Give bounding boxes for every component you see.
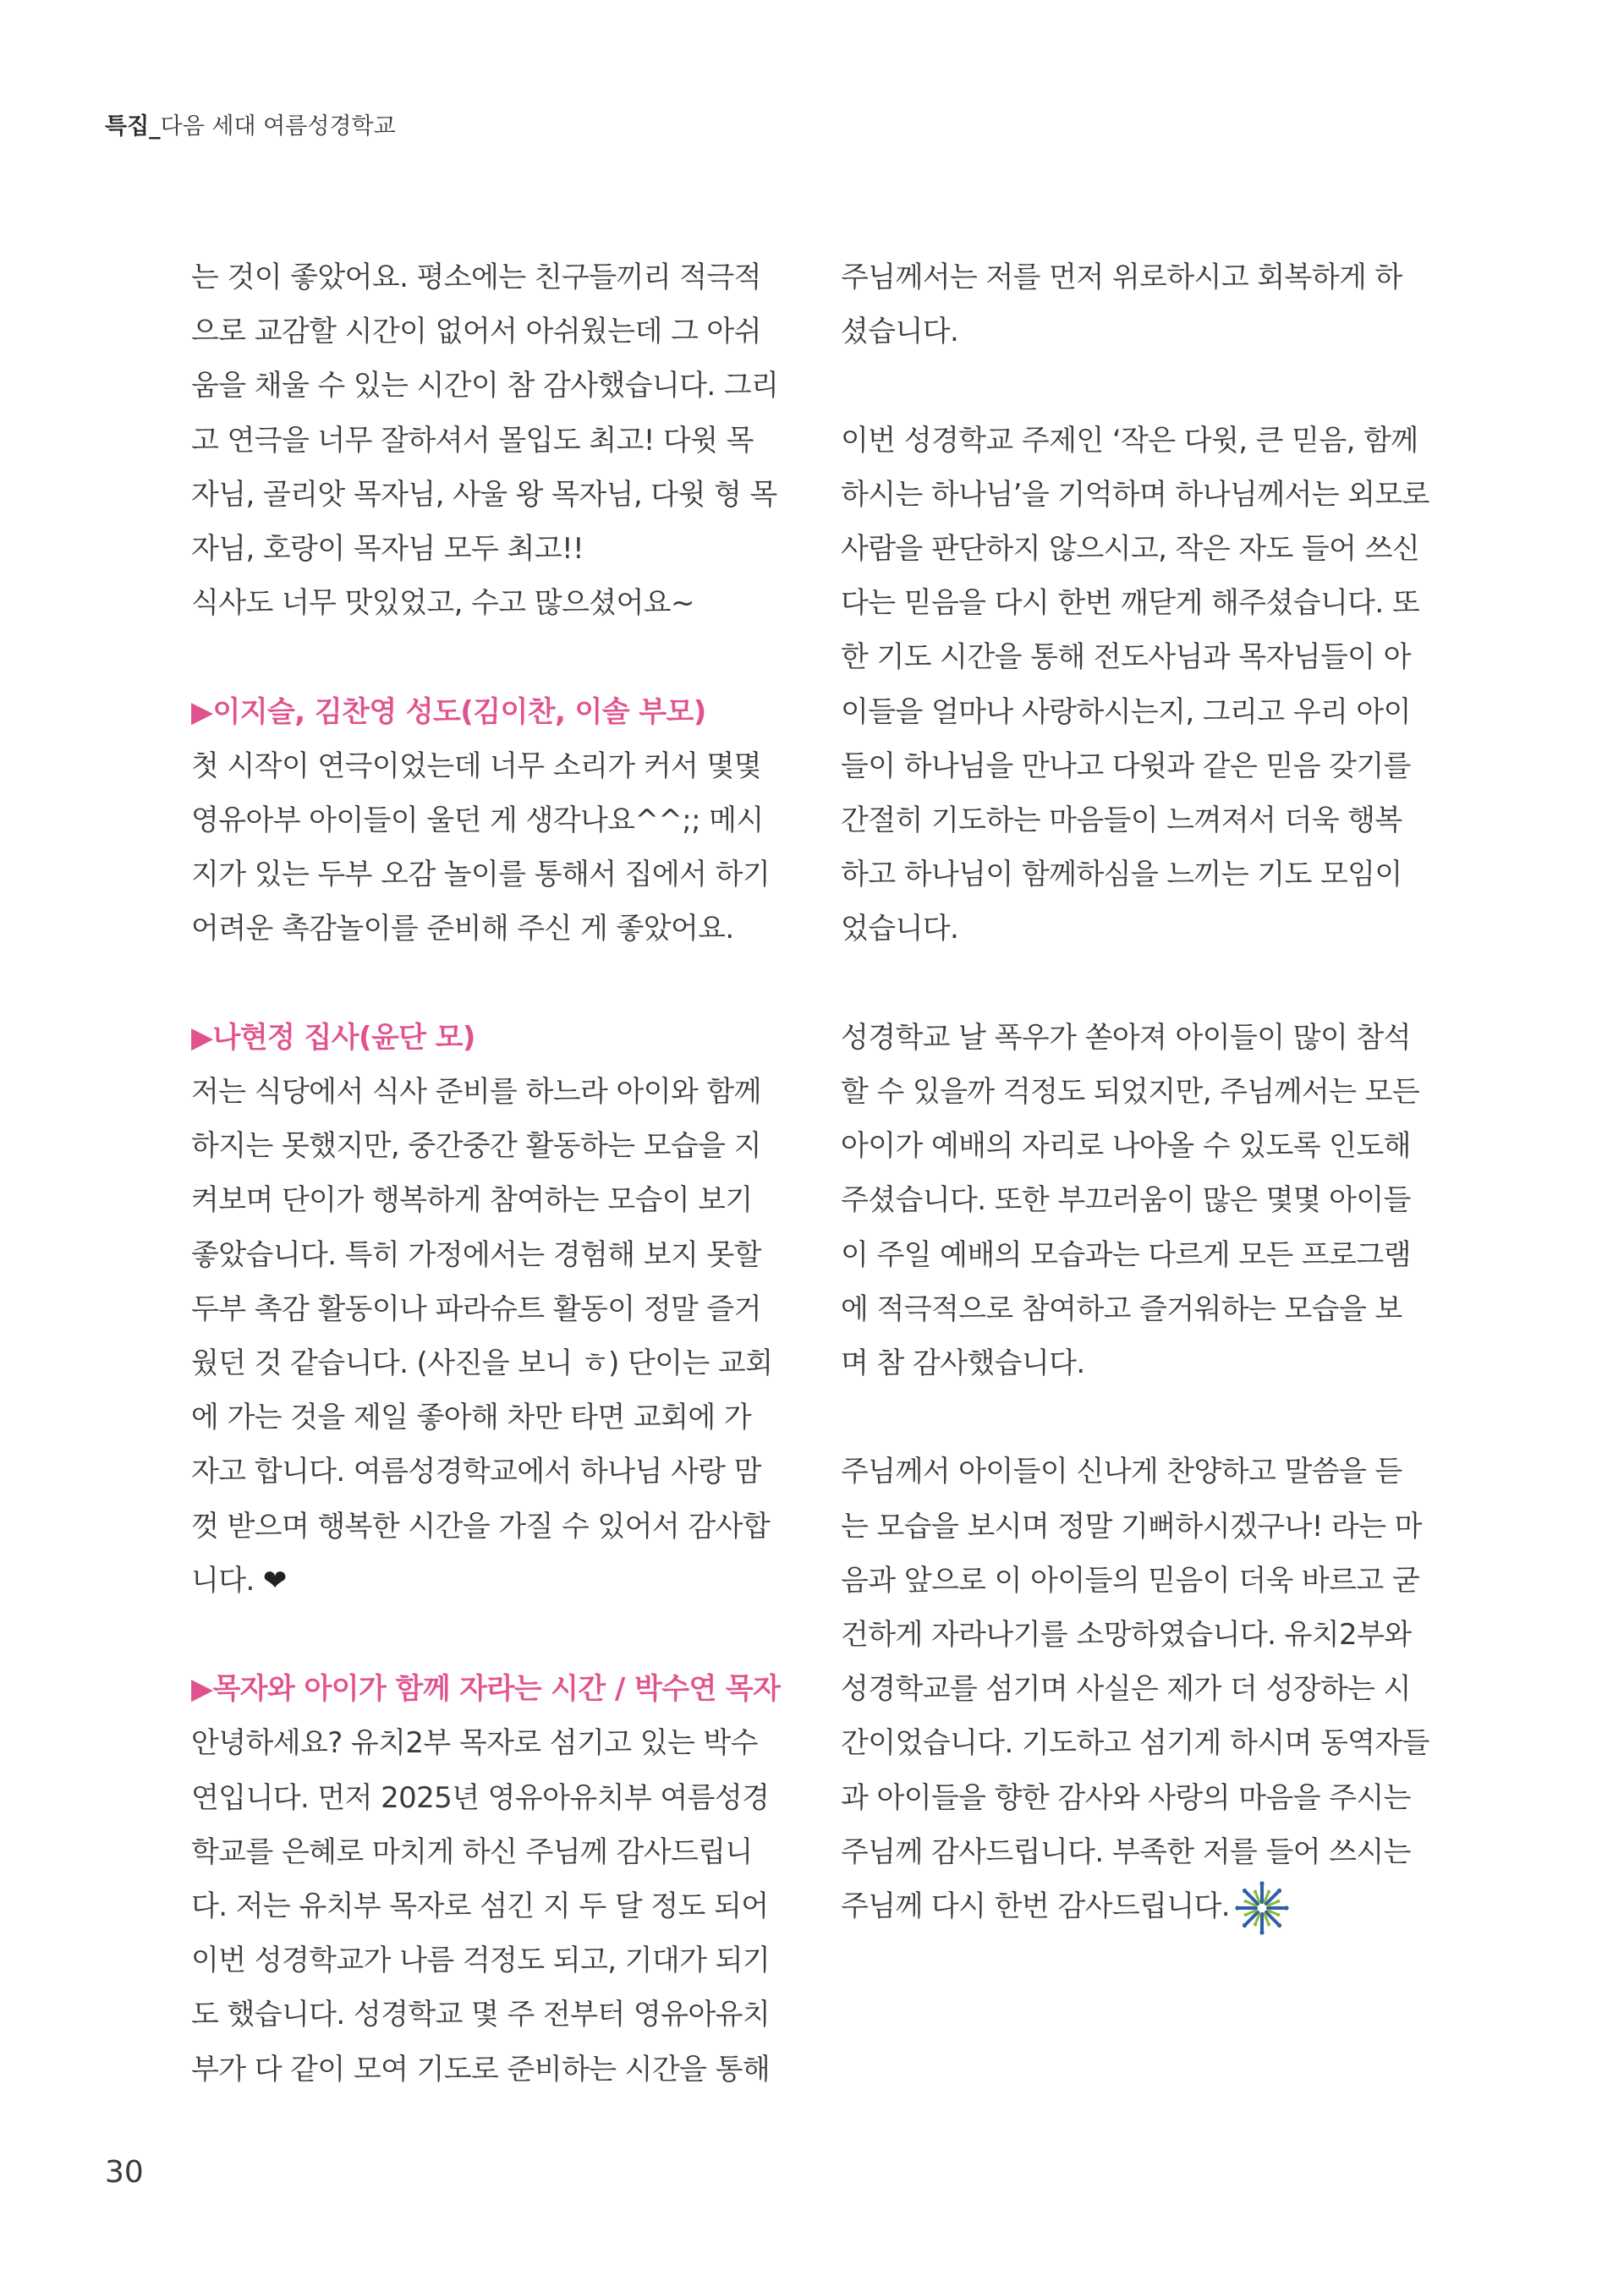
paragraph <box>841 1011 1450 1390</box>
text-line <box>841 1282 1450 1336</box>
heart-icon: ❤ <box>262 1563 287 1598</box>
text-line <box>841 576 1450 630</box>
line-text: 과 아이들을 향한 감사와 사랑의 마음을 주시는 <box>841 1780 1411 1815</box>
text-line <box>841 522 1450 576</box>
line-text: 자님, 호랑이 목자님 모두 최고!! <box>191 532 584 567</box>
section-label: 특집_ <box>105 113 161 140</box>
line-text: 간절히 기도하는 마음들이 느껴져서 더욱 행복 <box>841 803 1402 838</box>
text-line <box>841 902 1450 956</box>
line-text: 자고 합니다. 여름성경학교에서 하나님 사랑 맘 <box>191 1455 761 1489</box>
line-text: 는 모습을 보시며 정말 기뻐하시겠구나! 라는 마 <box>841 1509 1422 1544</box>
line-text: 이들을 얼마나 사랑하시는지, 그리고 우리 아이 <box>841 694 1411 729</box>
line-text: 하지는 못했지만, 중간중간 활동하는 모습을 지 <box>191 1129 761 1164</box>
line-text: 지가 있는 두부 오감 놀이를 통해서 집에서 하기 <box>191 858 771 892</box>
line-text: 켜보며 단이가 행복하게 참여하는 모습이 보기 <box>191 1183 753 1218</box>
text-line <box>191 1879 800 1933</box>
text-line <box>191 1228 800 1282</box>
line-text: 할 수 있을까 걱정도 되었지만, 주님께서는 모든 <box>841 1075 1420 1110</box>
text-line <box>191 1445 800 1499</box>
text-line <box>841 1554 1450 1608</box>
text-line <box>841 304 1450 359</box>
text-line <box>841 793 1450 847</box>
line-text: 으로 교감할 시간이 없어서 아쉬웠는데 그 아쉬 <box>191 315 761 349</box>
line-text: 하시는 하나님’을 기억하며 하나님께서는 외모로 <box>841 477 1429 512</box>
line-text: 고 연극을 너무 잘하셔서 몰입도 최고! 다윗 목 <box>191 423 754 458</box>
line-text: 들이 하나님을 만나고 다윗과 같은 믿음 갖기를 <box>841 748 1411 783</box>
essay-heading: ▶목자와 아이가 함께 자라는 시간 / 박수연 목자 <box>191 1672 781 1707</box>
text-line <box>841 1662 1450 1716</box>
line-text: 셨습니다. <box>841 315 959 349</box>
right-column <box>841 250 1450 1935</box>
line-text: 하고 하나님이 함께하심을 느끼는 기도 모임이 <box>841 858 1402 892</box>
text-line <box>191 1119 800 1173</box>
text-line <box>191 739 800 793</box>
text-line <box>841 1445 1450 1499</box>
text-line <box>841 847 1450 902</box>
text-line <box>841 1716 1450 1770</box>
page-number: 30 <box>105 2155 144 2190</box>
line-text: 저는 식당에서 식사 준비를 하느라 아이와 함께 <box>191 1075 761 1110</box>
text-line <box>191 902 800 956</box>
line-text: 간이었습니다. 기도하고 섬기게 하시며 동역자들 <box>841 1726 1429 1761</box>
text-line <box>841 1825 1450 1879</box>
line-text: 도 했습니다. 성경학교 몇 주 전부터 영유아유치 <box>191 1998 771 2032</box>
line-text: 영유아부 아이들이 울던 게 생각나요^^;; 메시 <box>191 803 764 838</box>
text-line <box>841 250 1450 304</box>
text-line <box>841 414 1450 468</box>
paragraph <box>841 250 1450 359</box>
line-text: 어려운 촉감놀이를 준비해 주신 게 좋았어요. <box>191 912 734 946</box>
paragraph <box>841 414 1450 957</box>
line-text: 움을 채울 수 있는 시간이 참 감사했습니다. 그리 <box>191 369 779 403</box>
paragraph <box>191 739 800 957</box>
line-text: 에 가는 것을 제일 좋아해 차만 타면 교회에 가 <box>191 1401 752 1435</box>
line-text: 주님께 감사드립니다. 부족한 저를 들어 쓰시는 <box>841 1834 1411 1869</box>
line-text: 사람을 판단하지 않으시고, 작은 자도 들어 쓰신 <box>841 532 1420 566</box>
text-line <box>841 1608 1450 1662</box>
line-text: 식사도 너무 맛있었고, 수고 많으셨어요~ <box>191 586 694 621</box>
line-text: 연입니다. 먼저 2025년 영유아유치부 여름성경 <box>191 1780 770 1815</box>
line-text: 두부 촉감 활동이나 파라슈트 활동이 정말 즐거 <box>191 1291 761 1326</box>
line-text: 는 것이 좋았어요. 평소에는 친구들끼리 적극적 <box>191 260 761 294</box>
text-line <box>841 630 1450 684</box>
line-text: 성경학교를 섬기며 사실은 제가 더 성장하는 시 <box>841 1672 1411 1707</box>
line-text: 안녕하세요? 유치2부 목자로 섬기고 있는 박수 <box>191 1726 758 1761</box>
line-text: 한 기도 시간을 통해 전도사님과 목자님들이 아 <box>841 640 1411 675</box>
text-line <box>191 359 800 413</box>
text-line <box>191 1716 800 1770</box>
text-line <box>191 1390 800 1445</box>
text-line <box>191 468 800 522</box>
text-line <box>191 1336 800 1390</box>
interview-heading: ▶나현정 집사(윤단 모) <box>191 1020 475 1055</box>
line-text: 었습니다. <box>841 912 959 946</box>
line-text: 니다. <box>191 1563 255 1598</box>
flower-icon <box>1235 1881 1289 1935</box>
line-text: 이번 성경학교 주제인 ‘작은 다윗, 큰 믿음, 함께 <box>841 423 1418 458</box>
text-line <box>191 1933 800 1988</box>
line-text: 성경학교 날 폭우가 쏟아져 아이들이 많이 참석 <box>841 1020 1411 1055</box>
line-text: 다. 저는 유치부 목자로 섬긴 지 두 달 정도 되어 <box>191 1889 769 1924</box>
paragraph <box>191 1716 800 2096</box>
text-line <box>191 1554 800 1608</box>
line-text: 좋았습니다. 특히 가정에서는 경험해 보지 못할 <box>191 1237 761 1272</box>
line-text: 건하게 자라나기를 소망하였습니다. 유치2부와 <box>841 1618 1412 1653</box>
text-line <box>191 304 800 359</box>
text-line <box>191 522 800 576</box>
text-line <box>191 1282 800 1336</box>
line-text: 아이가 예배의 자리로 나아올 수 있도록 인도해 <box>841 1129 1411 1164</box>
line-text: 에 적극적으로 참여하고 즐거워하는 모습을 보 <box>841 1291 1402 1326</box>
line-text: 학교를 은혜로 마치게 하신 주님께 감사드립니 <box>191 1834 753 1869</box>
left-column <box>191 250 800 2097</box>
text-line <box>841 1011 1450 1065</box>
interview-heading: ▶이지슬, 김찬영 성도(김이찬, 이솔 부모) <box>191 694 706 729</box>
text-line <box>191 1065 800 1119</box>
text-line <box>191 414 800 468</box>
line-text: 첫 시작이 연극이었는데 너무 소리가 커서 몇몇 <box>191 748 761 783</box>
text-line <box>841 468 1450 522</box>
text-line <box>191 1500 800 1554</box>
line-text: 자님, 골리앗 목자님, 사울 왕 목자님, 다윗 형 목 <box>191 477 777 512</box>
line-text: 이번 성경학교가 나름 걱정도 되고, 기대가 되기 <box>191 1944 771 1978</box>
line-text: 이 주일 예배의 모습과는 다르게 모든 프로그램 <box>841 1237 1411 1272</box>
text-line <box>841 1173 1450 1227</box>
line-text: 주님께 다시 한번 감사드립니다. <box>841 1889 1231 1924</box>
text-line <box>841 685 1450 739</box>
text-line <box>191 2043 800 2097</box>
line-text: 웠던 것 같습니다. (사진을 보니 ㅎ) 단이는 교회 <box>191 1346 773 1381</box>
text-line <box>191 847 800 902</box>
text-line <box>191 793 800 847</box>
text-line <box>841 1065 1450 1119</box>
line-text: 며 참 감사했습니다. <box>841 1346 1085 1381</box>
text-line <box>191 1825 800 1879</box>
text-line <box>841 1879 1450 1935</box>
line-text: 주님께서는 저를 먼저 위로하시고 회복하게 하 <box>841 260 1402 294</box>
text-line <box>191 250 800 304</box>
section-title: 다음 세대 여름성경학교 <box>160 113 396 140</box>
text-line <box>191 576 800 630</box>
line-text: 껏 받으며 행복한 시간을 가질 수 있어서 감사합 <box>191 1509 771 1544</box>
text-line <box>191 1771 800 1825</box>
paragraph <box>191 250 800 630</box>
line-text: 부가 다 같이 모여 기도로 준비하는 시간을 통해 <box>191 2052 771 2086</box>
section-header <box>105 112 396 142</box>
text-line <box>841 1771 1450 1825</box>
text-line <box>191 1173 800 1227</box>
line-text: 다는 믿음을 다시 한번 깨닫게 해주셨습니다. 또 <box>841 586 1420 621</box>
paragraph <box>191 1065 800 1608</box>
line-text: 음과 앞으로 이 아이들의 믿음이 더욱 바르고 굳 <box>841 1563 1420 1598</box>
paragraph <box>841 1445 1450 1934</box>
text-line <box>841 739 1450 793</box>
text-line <box>841 1228 1450 1282</box>
line-text: 주셨습니다. 또한 부끄러움이 많은 몇몇 아이들 <box>841 1183 1411 1218</box>
text-line <box>841 1119 1450 1173</box>
text-line <box>841 1500 1450 1554</box>
line-text: 주님께서 아이들이 신나게 찬양하고 말씀을 듣 <box>841 1455 1402 1489</box>
text-line <box>191 1988 800 2042</box>
text-line <box>841 1336 1450 1390</box>
